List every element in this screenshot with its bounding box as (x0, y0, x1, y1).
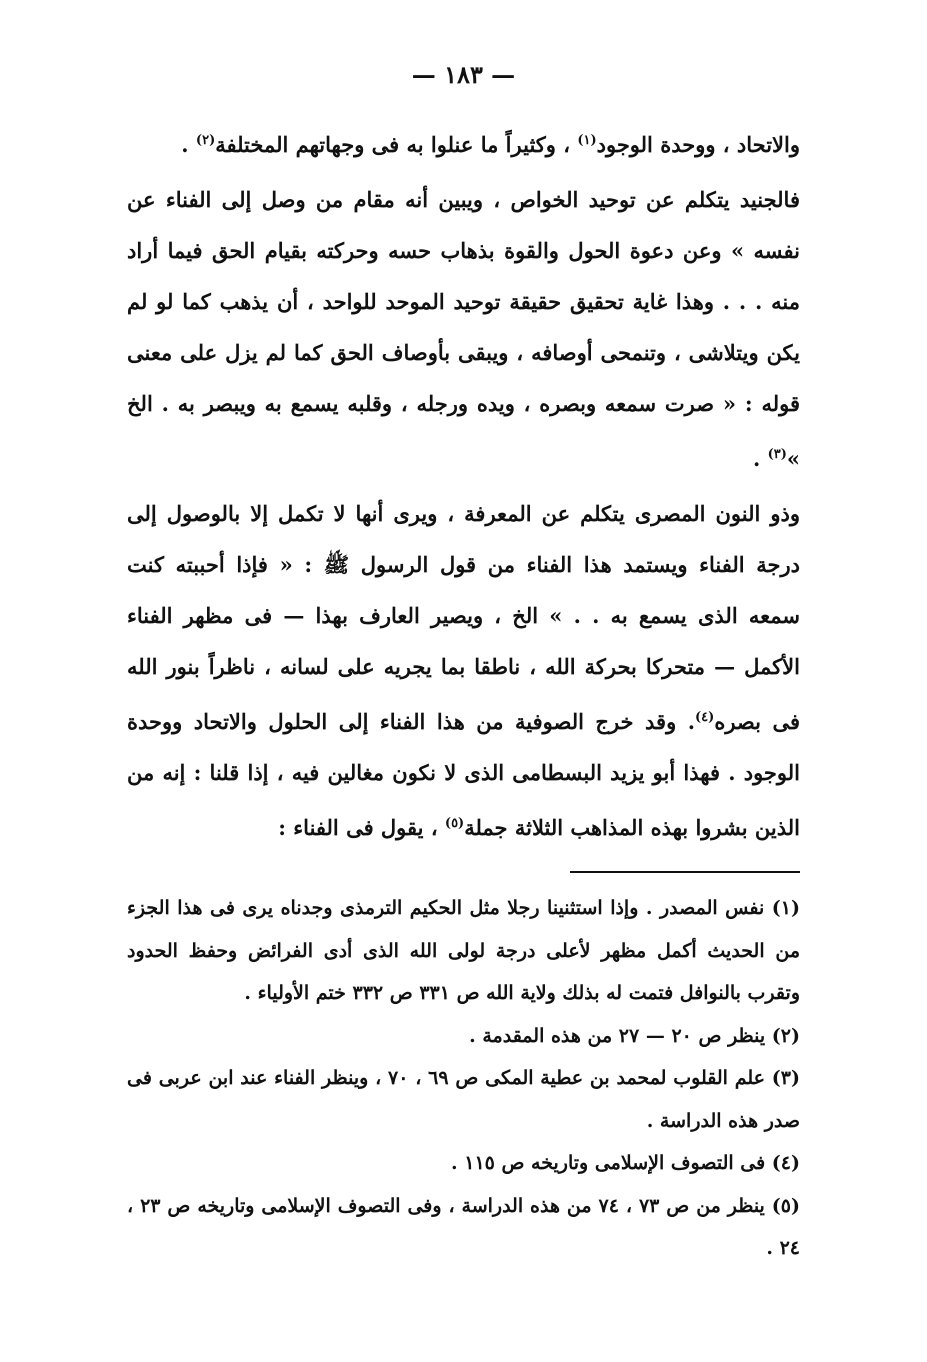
paragraph: فالجنيد يتكلم عن توحيد الخواص ، ويبين أنه مقام من وصل إلى الفناء عن نفسه » وعن دعوة الحول والقوة بذهاب حسه وحركته بقيام الحق فيما أراد منه . . . وهذا غاية تحقيق حقيقة توحيد الموحد للواحد ، أن يذهب كما لو لم يكن ويتلاشى ، وتنمحى أوصافه ، ويبقى بأوصاف الحق كما لم يزل على معنى قوله : « صرت سمعه وبصره ، ويده ورجله ، وقلبه يسمع به ويبصر به . الخ »$^{(٣)}$ . (127, 187, 800, 471)
footnotes (127, 887, 800, 1270)
footnote-ref: (٥) (444, 816, 465, 831)
footnote-ref: (٣) (767, 447, 787, 462)
footnote: (٥) ينظر من ص ٧٣ ، ٧٤ من هذه الدراسة ، وفى التصوف الإسلامى وتاريخه ص ٢٣ ، ٢٤ . (127, 1194, 800, 1259)
paragraph: وذو النون المصرى يتكلم عن المعرفة ، ويرى أنها لا تكمل إلا بالوصول إلى درجة الفناء ويستمد هذا الفناء من قول الرسول ﷺ : « فإذا أحببته كنت سمعه الذى يسمع به . . » الخ ، ويصير العارف بهذا — فى مظهر الفناء الأكمل — متحركا بحركة الله ، ناطقا بما يجريه على لسانه ، ناظراً بنور الله فى بصره$^{(٤)}$. وقد خرج الصوفية من هذا الفناء إلى الحلول والاتحاد ووحدة الوجود . فهذا أبو يزيد البسطامى الذى لا نكون مغالين فيه ، إذا قلنا : إنه من الذين بشروا بهذه المذاهب الثلاثة جملة$^{(٥)}$ ، يقول فى الفناء : (127, 501, 800, 840)
footnote: (٢) ينظر ص ٢٠ — ٢٧ من هذه المقدمة . (469, 1024, 800, 1047)
main-text (127, 115, 800, 853)
footnote-divider (570, 871, 800, 873)
paragraph: والاتحاد ، ووحدة الوجود$^{(١)}$ ، وكثيراً ما عنلوا به فى وجهاتهم المختلفة$^{(٢)}$ . (181, 132, 800, 157)
page-number: — ١٨٣ — (411, 60, 516, 89)
footnote-ref: (٢) (195, 133, 216, 148)
footnote: (١) نفس المصدر . وإذا استثنينا رجلا مثل الحكيم الترمذى وجدناه يرى فى هذا الجزء من الحديث أكمل مظهر لأعلى درجة لولى الله الذى أدى الفرائض وحفظ الحدود وتقرب بالنوافل فتمت له بذلك ولاية الله ص ٣٣١ ص ٣٣٢ ختم الأولياء . (127, 897, 800, 1004)
footnote: (٣) علم القلوب لمحمد بن عطية المكى ص ٦٩ ، ٧٠ ، وينظر الفناء عند ابن عربى فى صدر هذه الدراسة . (127, 1067, 800, 1132)
footnote-ref: (١) (577, 133, 597, 148)
footnote: (٤) فى التصوف الإسلامى وتاريخه ص ١١٥ . (451, 1152, 800, 1174)
footnote-ref: (٤) (695, 710, 715, 725)
